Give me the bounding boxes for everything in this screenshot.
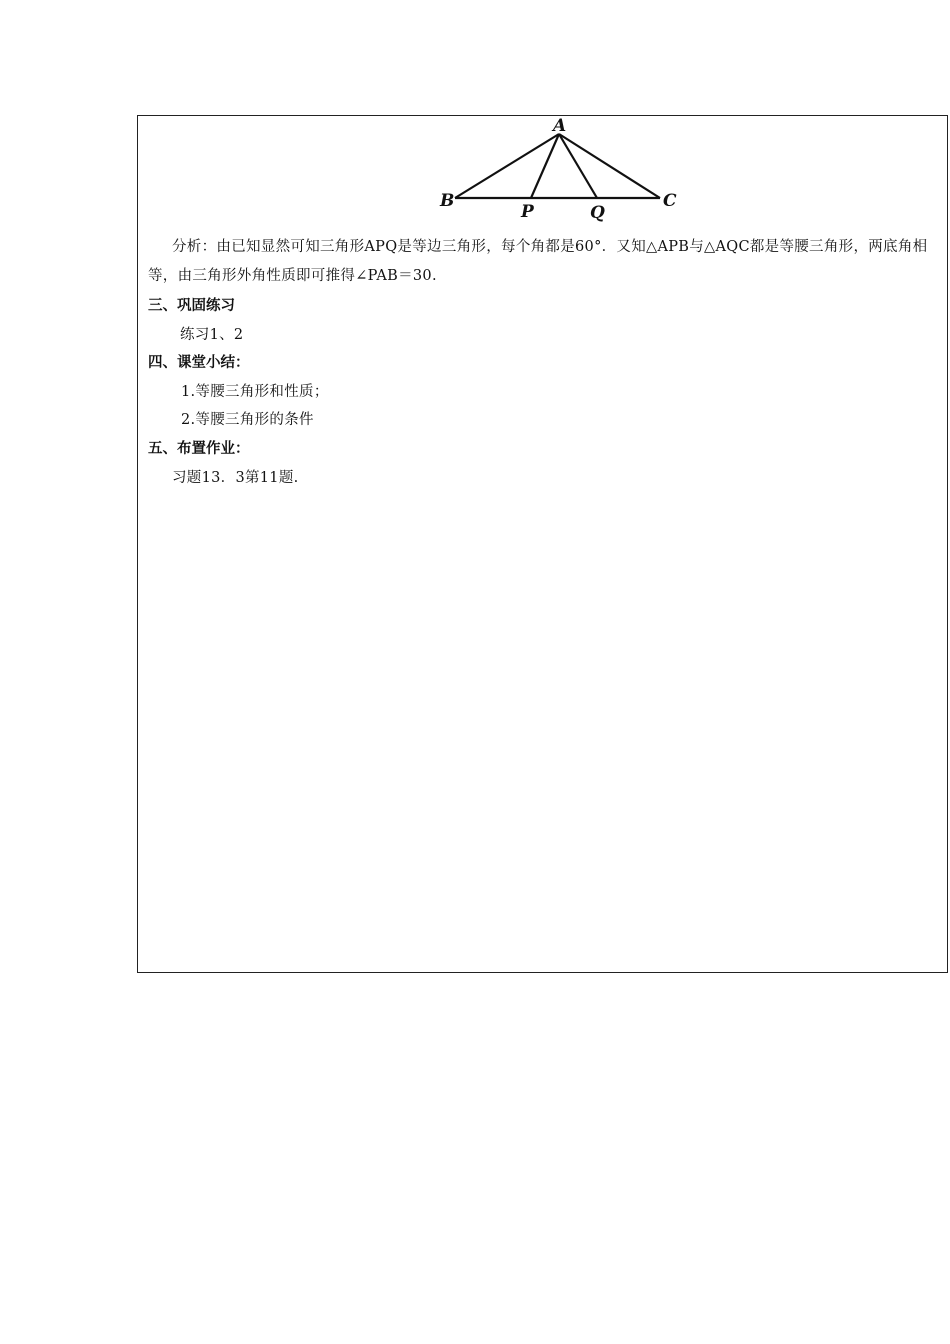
practice-line: 练习1、2 bbox=[180, 327, 244, 343]
section-heading-homework: 五、布置作业： bbox=[148, 441, 250, 457]
label-c: C bbox=[663, 191, 677, 211]
section-heading-practice: 三、巩固练习 bbox=[148, 298, 235, 314]
analysis-paragraph: 分析：由已知显然可知三角形APQ是等边三角形，每个角都是60°．又知△APB与△AQC都是等腰三角形，两底角相等，由三角形外角性质即可推得∠PAB＝30. bbox=[148, 239, 928, 284]
summary-line-1: 1.等腰三角形和性质； bbox=[181, 384, 329, 400]
section-heading-summary: 四、课堂小结： bbox=[148, 355, 250, 371]
homework-line: 习题13．3第11题. bbox=[172, 470, 299, 486]
label-q: Q bbox=[590, 203, 605, 222]
label-a: A bbox=[553, 116, 567, 136]
segment-aq bbox=[559, 134, 597, 198]
segment-ac bbox=[559, 134, 660, 198]
label-p: P bbox=[521, 202, 534, 222]
label-b: B bbox=[440, 191, 455, 211]
segment-ab bbox=[455, 134, 559, 198]
triangle-figure bbox=[433, 114, 683, 222]
triangle-diagram bbox=[433, 114, 683, 222]
summary-line-2: 2.等腰三角形的条件 bbox=[181, 412, 314, 428]
